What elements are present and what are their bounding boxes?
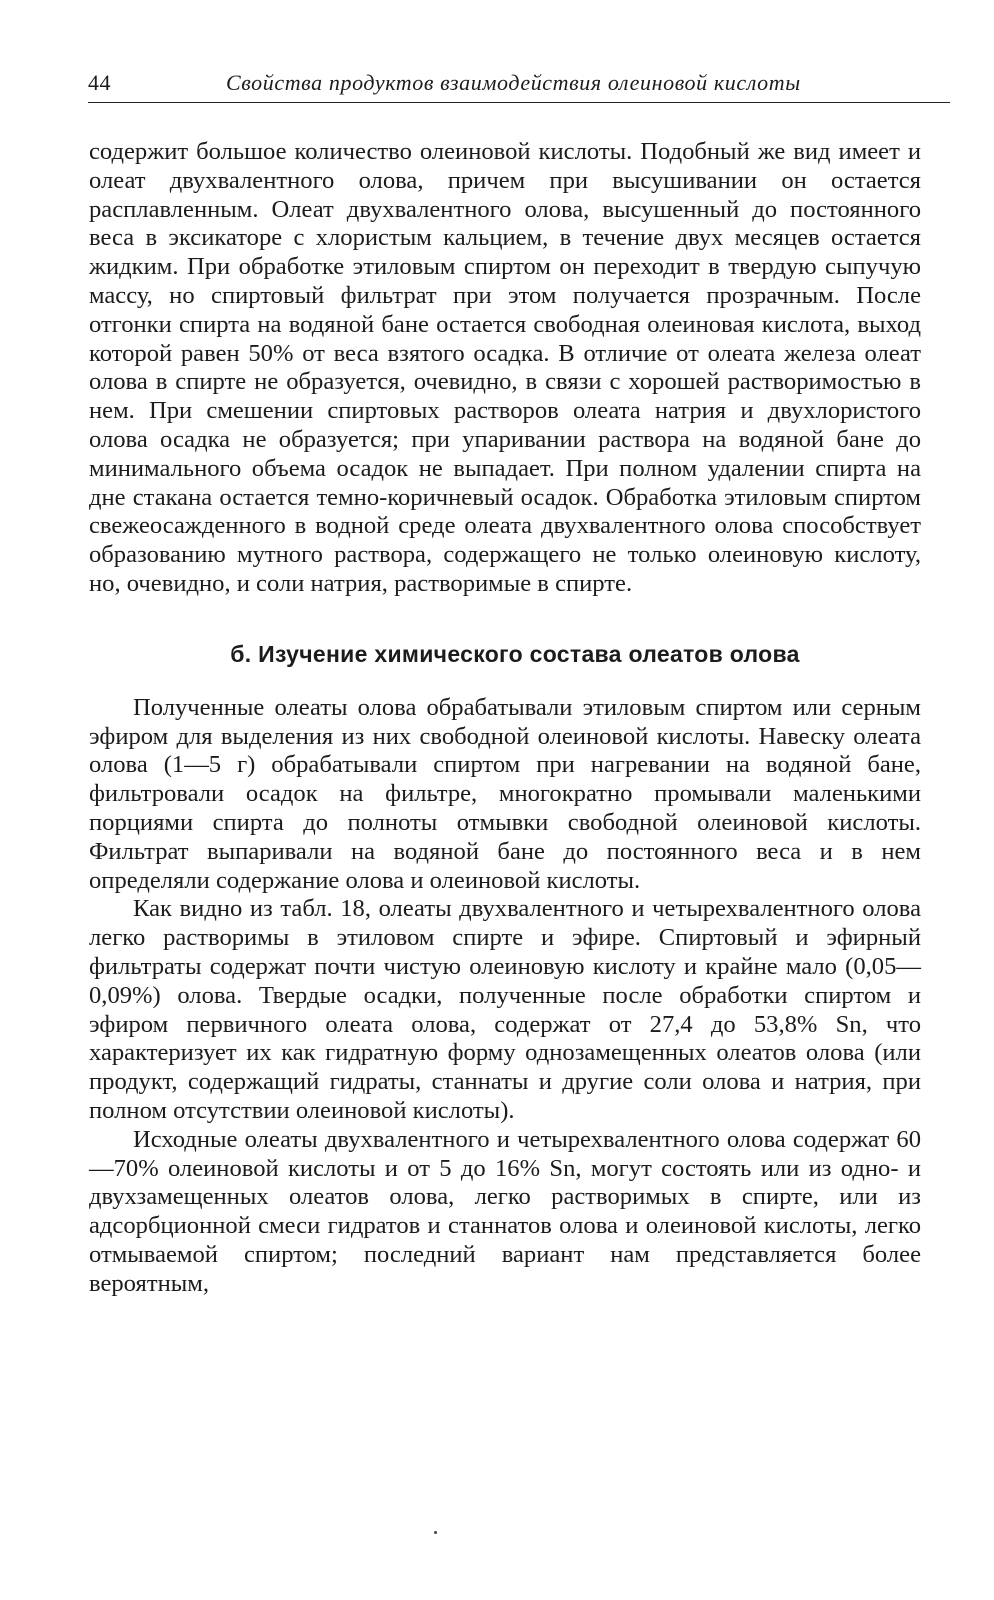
page-number: 44 <box>88 70 111 95</box>
paragraph: содержит большое количество олеиновой кислоты. Подобный же вид имеет и олеат двухвалентного олова, причем при высушивании он остается расплавленным. Олеат двухвалентного олова, высушенный до постоянного веса в эксикаторе с хлористым кальцием, в течение двух месяцев остается жидким. При обработке этиловым спиртом он переходит в твердую сыпучую массу, но спиртовый фильтрат при этом получается прозрачным. После отгонки спирта на водяной бане остается свободная олеиновая кислота, выход которой равен 50% от веса взятого осадка. В отличие от олеата железа олеат олова в спирте не образуется, очевидно, в связи с хорошей растворимостью в нем. При смешении спиртовых растворов олеата натрия и двухлористого олова осадка не образуется; при упаривании раствора на водяной бане до минимального объема осадок не выпадает. При полном удалении спирта на дне стакана остается темно-коричневый осадок. Обработка этиловым спиртом свежеосажденного в водной среде олеата двухвалентного олова способствует образованию мутного раствора, содержащего не только олеиновую кислоту, но, очевидно, и соли натрия, растворимые в спирте. <box>89 138 921 597</box>
paragraph: Как видно из табл. 18, олеаты двухвалентного и четырехвалентного олова легко растворимы в этиловом спирте и эфире. Спиртовый и эфирный фильтраты содержат почти чистую олеиновую кислоту и крайне мало (0,05—0,09%) олова. Твердые осадки, полученные после обработки спиртом и эфиром первичного олеата олова, содержат от 27,4 до 53,8% Sn, что характеризует их как гидратную форму однозамещенных олеатов олова (или продукт, содержащий гидраты, станнаты и другие соли олова и натрия, при полном отсутствии олеиновой кислоты). <box>89 895 921 1124</box>
paragraph: Полученные олеаты олова обрабатывали этиловым спиртом или серным эфиром для выделения из них свободной олеиновой кислоты. Навеску олеата олова (1—5 г) обрабатывали спиртом при нагревании на водяной бане, фильтровали осадок на фильтре, многократно промывали маленькими порциями спирта до полноты отмывки свободной олеиновой кислоты. Фильтрат выпаривали на водяной бане до постоянного веса и в нем определяли содержание олова и олеиновой кислоты. <box>89 693 921 894</box>
body-text <box>89 138 921 1298</box>
print-speck <box>434 1531 437 1534</box>
section-heading: б. Изучение химического состава олеатов олова <box>230 640 800 667</box>
running-head <box>88 62 950 103</box>
running-title: Свойства продуктов взаимодействия олеиновой кислоты <box>226 70 801 95</box>
paragraph: Исходные олеаты двухвалентного и четырехвалентного олова содержат 60—70% олеиновой кислоты и от 5 до 16% Sn, могут состоять или из одно- и двухзамещенных олеатов олова, легко растворимых в спирте, или из адсорбционной смеси гидратов и станнатов олова и олеиновой кислоты, легко отмываемой спиртом; последний вариант нам представляется более вероятным, <box>89 1125 921 1297</box>
